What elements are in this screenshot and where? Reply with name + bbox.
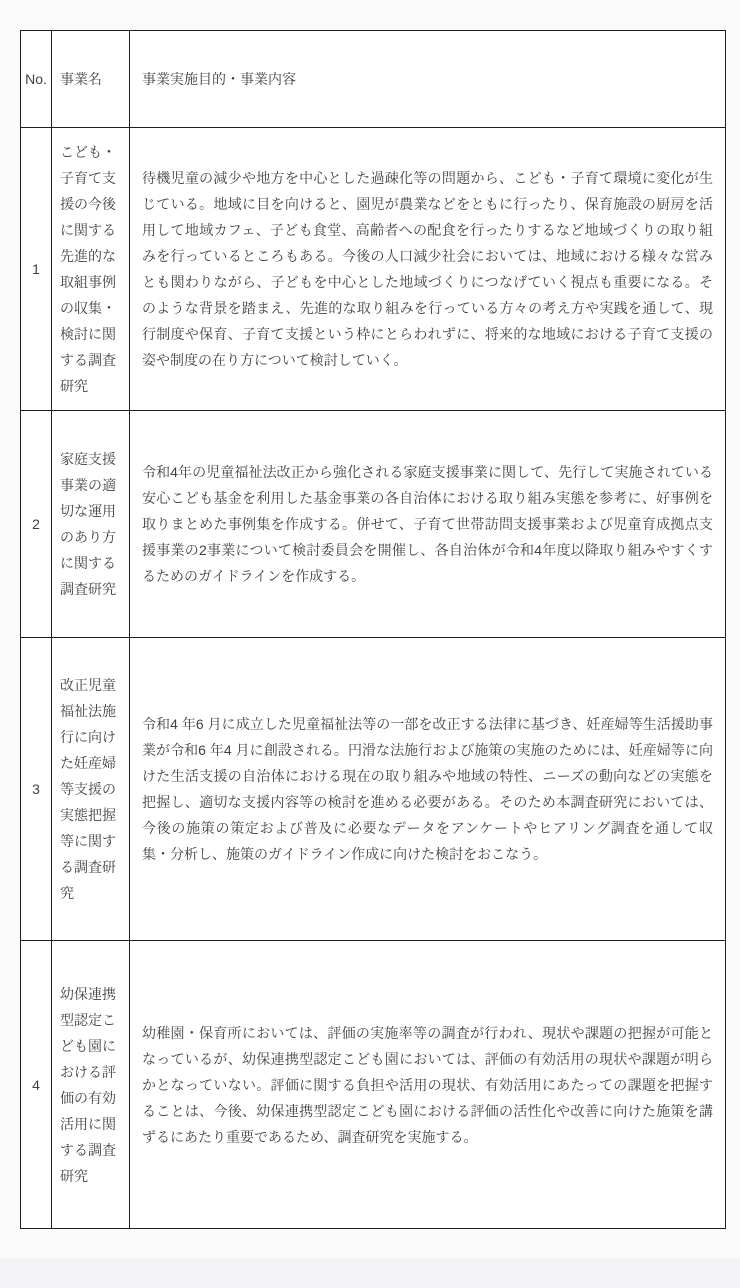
project-description: 令和4年の児童福祉法改正から強化される家庭支援事業に関して、先行して実施されている安心こども基金を利用した基金事業の各自治体における取り組み実態を参考に、好事例を取りまとめた事例集を作成する。併せて、子育て世帯訪問支援事業および児童育成拠点支援事業の2事業について検討委員会を開催し、各自治体が令和4年度以降取り組みやすくするためのガイドラインを作成する。 bbox=[130, 411, 726, 638]
project-no: 2 bbox=[21, 411, 52, 638]
projects-table bbox=[20, 30, 726, 1229]
project-name: 家庭支援事業の適切な運用のあり方に関する調査研究 bbox=[52, 411, 130, 638]
project-no: 4 bbox=[21, 941, 52, 1229]
header-row bbox=[21, 31, 726, 128]
column-header-description: 事業実施目的・事業内容 bbox=[130, 31, 726, 128]
project-name: 幼保連携型認定こども園における評価の有効活用に関する調査研究 bbox=[52, 941, 130, 1229]
project-no: 3 bbox=[21, 638, 52, 941]
project-name: 改正児童福祉法施行に向けた妊産婦等支援の実態把握等に関する調査研究 bbox=[52, 638, 130, 941]
table-row bbox=[21, 411, 726, 638]
document-page bbox=[0, 30, 740, 1288]
table-row bbox=[21, 941, 726, 1229]
page-bottom-margin bbox=[0, 1258, 740, 1288]
project-description: 令和4 年6 月に成立した児童福祉法等の一部を改正する法律に基づき、妊産婦等生活援助事業が令和6 年4 月に創設される。円滑な法施行および施策の実施のためには、妊産婦等に向けた生活支援の自治体における現在の取り組みや地域の特性、ニーズの動向などの実態を把握し、適切な支援内容等の検討を進める必要がある。そのため本調査研究においては、今後の施策の策定および普及に必要なデータをアンケートやヒアリング調査を通して収集・分析し、施策のガイドライン作成に向けた検討をおこなう。 bbox=[130, 638, 726, 941]
project-no: 1 bbox=[21, 128, 52, 411]
table-row bbox=[21, 128, 726, 411]
project-name: こども・子育て支援の今後に関する先進的な取組事例の収集・検討に関する調査研究 bbox=[52, 128, 130, 411]
column-header-no: No. bbox=[21, 31, 52, 128]
column-header-name: 事業名 bbox=[52, 31, 130, 128]
project-description: 幼稚園・保育所においては、評価の実施率等の調査が行われ、現状や課題の把握が可能となっているが、幼保連携型認定こども園においては、評価の有効活用の現状や課題が明らかとなっていない。評価に関する負担や活用の現状、有効活用にあたっての課題を把握することは、今後、幼保連携型認定こども園における評価の活性化や改善に向けた施策を講ずるにあたり重要であるため、調査研究を実施する。 bbox=[130, 941, 726, 1229]
project-description: 待機児童の減少や地方を中心とした過疎化等の問題から、こども・子育て環境に変化が生じている。地域に目を向けると、園児が農業などをともに行ったり、保育施設の厨房を活用して地域カフェ、子ども食堂、高齢者への配食を行ったりするなど地域づくりの取り組みを行っているところもある。今後の人口減少社会においては、地域における様々な営みとも関わりながら、子どもを中心とした地域づくりにつなげていく視点も重要になる。そのような背景を踏まえ、先進的な取り組みを行っている方々の考え方や実践を通して、現行制度や保育、子育て支援という枠にとらわれずに、将来的な地域における子育て支援の姿や制度の在り方について検討していく。 bbox=[130, 128, 726, 411]
table-row bbox=[21, 638, 726, 941]
